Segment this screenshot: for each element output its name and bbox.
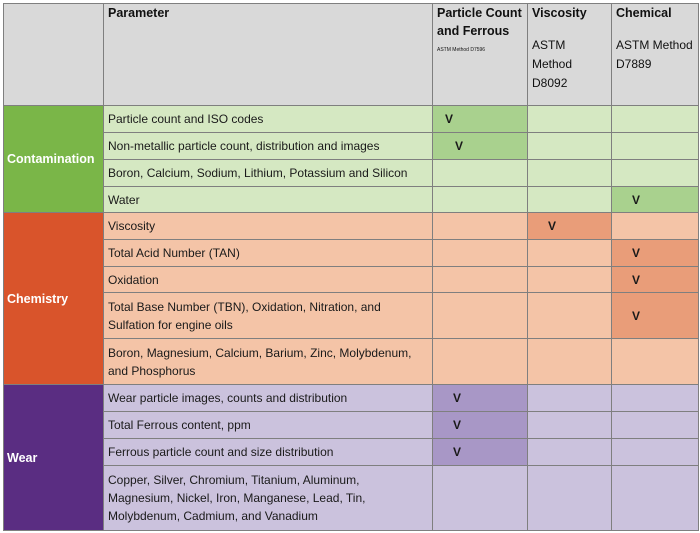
header-particle-count [433,4,528,106]
check-mark: V [433,106,528,133]
header-particle-count-method: ASTM Method D7596 [437,47,486,53]
empty-cell [612,439,699,466]
empty-cell [528,466,612,531]
header-viscosity-method: ASTM Method D8092 [532,38,573,90]
empty-cell [528,412,612,439]
empty-cell [612,106,699,133]
empty-cell [528,160,612,187]
empty-cell [612,133,699,160]
empty-cell [612,412,699,439]
empty-cell [528,187,612,213]
table-row [4,385,699,412]
check-mark: V [433,439,528,466]
table-row [4,160,699,187]
table-row [4,439,699,466]
header-viscosity-title: Viscosity [532,6,587,20]
header-corner [4,4,104,106]
empty-cell [612,213,699,240]
row-label-viscosity: Viscosity [104,213,433,240]
empty-cell [612,466,699,531]
header-particle-count-title: Particle Count and Ferrous [437,6,522,38]
empty-cell [528,267,612,293]
empty-cell [433,240,528,267]
empty-cell [433,339,528,385]
group-label-wear: Wear [4,385,104,531]
table-row [4,466,699,531]
check-mark: V [433,412,528,439]
empty-cell [528,385,612,412]
empty-cell [528,439,612,466]
table-row [4,412,699,439]
check-mark: V [528,213,612,240]
check-mark: V [433,133,528,160]
empty-cell [433,160,528,187]
empty-cell [612,339,699,385]
header-row [4,4,699,106]
table-row [4,240,699,267]
empty-cell [433,293,528,339]
empty-cell [612,385,699,412]
empty-cell [528,106,612,133]
table-row [4,106,699,133]
empty-cell [433,213,528,240]
check-mark: V [433,385,528,412]
empty-cell [433,267,528,293]
row-label-oxidation: Oxidation [104,267,433,293]
table-row [4,133,699,160]
test-method-table [3,3,699,531]
check-mark: V [612,240,699,267]
check-mark: V [612,267,699,293]
header-chemical-title: Chemical [616,6,672,20]
table-row [4,293,699,339]
empty-cell [528,339,612,385]
empty-cell [528,293,612,339]
check-mark: V [612,293,699,339]
empty-cell [433,187,528,213]
group-label-chemistry: Chemistry [4,213,104,385]
header-parameter: Parameter [104,4,433,106]
header-chemical [612,4,699,106]
table-row [4,267,699,293]
row-label-particle-count-iso: Particle count and ISO codes [104,106,433,133]
table-row [4,339,699,385]
header-viscosity [528,4,612,106]
row-label-non-metallic: Non-metallic particle count, distribution and images [104,133,433,160]
row-label-tan: Total Acid Number (TAN) [104,240,433,267]
empty-cell [528,240,612,267]
row-label-metals: Copper, Silver, Chromium, Titanium, Aluminum, Magnesium, Nickel, Iron, Manganese, Lead, Tin, Molybdenum, Cadmium, and Vanadium [104,466,433,531]
group-label-contamination: Contamination [4,106,104,213]
row-label-boron-magnesium: Boron, Magnesium, Calcium, Barium, Zinc, Molybdenum, and Phosphorus [104,339,433,385]
row-label-total-ferrous: Total Ferrous content, ppm [104,412,433,439]
empty-cell [612,160,699,187]
check-mark: V [612,187,699,213]
row-label-wear-images: Wear particle images, counts and distribution [104,385,433,412]
row-label-boron-calcium: Boron, Calcium, Sodium, Lithium, Potassium and Silicon [104,160,433,187]
empty-cell [528,133,612,160]
row-label-tbn: Total Base Number (TBN), Oxidation, Nitration, and Sulfation for engine oils [104,293,433,339]
table-row [4,187,699,213]
table-row [4,213,699,240]
row-label-water: Water [104,187,433,213]
header-chemical-method: ASTM Method D7889 [616,38,693,71]
row-label-ferrous-particle: Ferrous particle count and size distribution [104,439,433,466]
empty-cell [433,466,528,531]
